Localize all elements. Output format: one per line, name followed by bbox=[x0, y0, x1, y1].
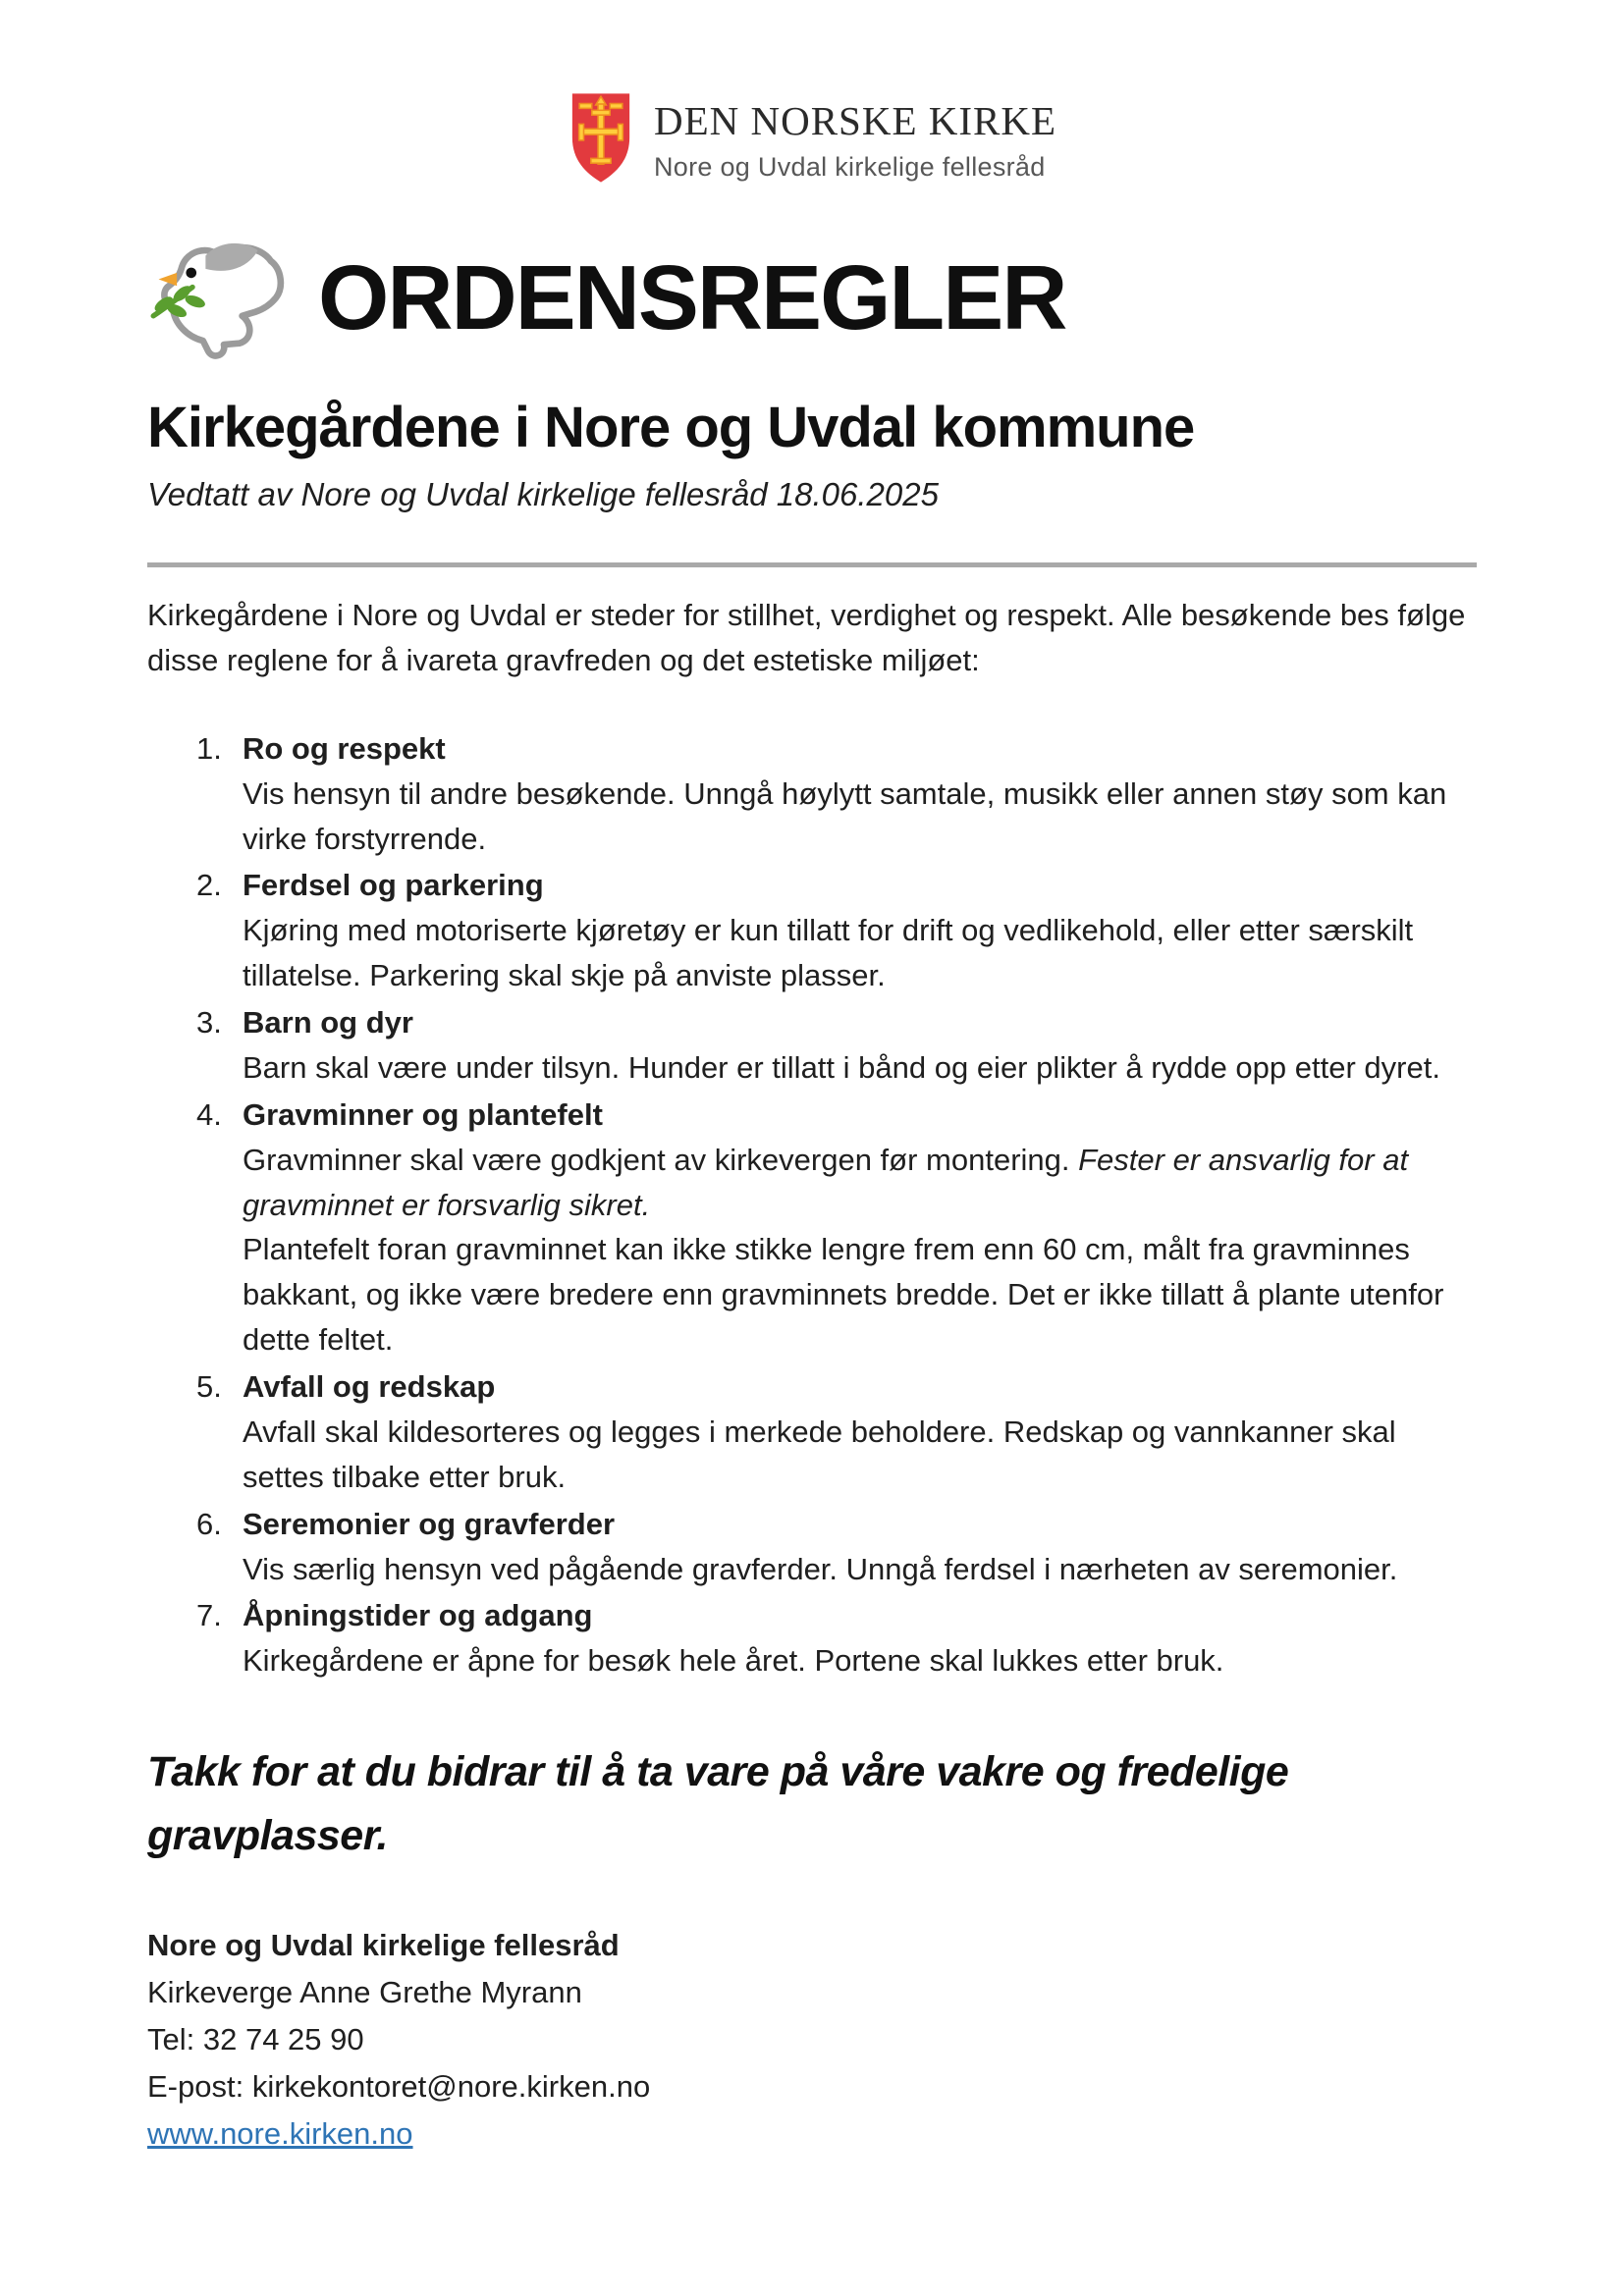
footer-contact: Kirkeverge Anne Grethe Myrann bbox=[147, 1975, 582, 2010]
rule-item bbox=[147, 1000, 1477, 1091]
rule-body: Kjøring med motoriserte kjøretøy er kun tillatt for drift og vedlikehold, eller etter særskilt tillatelse. Parkering skal skje på anviste plasser. bbox=[243, 913, 1414, 993]
page-title: ORDENSREGLER bbox=[318, 245, 1066, 348]
rule-body: Vis hensyn til andre besøkende. Unngå høylytt samtale, musikk eller annen støy som kan virke forstyrrende. bbox=[243, 775, 1447, 856]
divider bbox=[147, 562, 1477, 567]
title-row bbox=[147, 230, 1477, 365]
rule-item bbox=[147, 1364, 1477, 1500]
adopted-line: Vedtatt av Nore og Uvdal kirkelige fellesråd 18.06.2025 bbox=[147, 476, 939, 512]
rule-body: Avfall skal kildesorteres og legges i merkede beholdere. Redskap og vannkanner skal settes tilbake etter bruk. bbox=[243, 1414, 1396, 1494]
logo-org-name: DEN NORSKE KIRKE bbox=[653, 97, 1057, 143]
rule-item bbox=[147, 1502, 1477, 1592]
rule-number: 4. bbox=[196, 1096, 222, 1132]
intro-paragraph: Kirkegårdene i Nore og Uvdal er steder for stillhet, verdighet og respekt. Alle besøkende bes følge disse reglene for å ivareta gravfreden og det estetiske miljøet: bbox=[147, 598, 1466, 677]
rule-title: Ro og respekt bbox=[243, 730, 446, 766]
rule-number: 5. bbox=[196, 1369, 222, 1404]
rule-number: 3. bbox=[196, 1005, 222, 1040]
rule-body-2: Plantefelt foran gravminnet kan ikke stikke lengre frem enn 60 cm, målt fra gravminnes bakkant, og ikke være bredere enn gravminnets bredde. Det er ikke tillatt å plante utenfor dette feltet. bbox=[243, 1232, 1444, 1358]
rule-body: Vis særlig hensyn ved pågående gravferder. Unngå ferdsel i nærheten av seremonier. bbox=[243, 1551, 1398, 1586]
footer-email: E-post: kirkekontoret@nore.kirken.no bbox=[147, 2069, 651, 2105]
rule-title: Åpningstider og adgang bbox=[243, 1598, 593, 1633]
footer-website-link[interactable]: www.nore.kirken.no bbox=[147, 2116, 413, 2152]
rule-item bbox=[147, 1593, 1477, 1683]
rule-body-italic: Fester er ansvarlig for at gravminnet er forsvarlig sikret. bbox=[243, 1142, 1409, 1222]
den-norske-kirke-logo bbox=[147, 88, 1477, 190]
rule-body: Gravminner skal være godkjent av kirkevergen før montering. Fester er ansvarlig for at gravminnet er forsvarlig sikret. bbox=[243, 1142, 1409, 1222]
closing-statement: Takk for at du bidrar til å ta vare på våre vakre og fredelige gravplasser. bbox=[147, 1748, 1289, 1859]
footer-org: Nore og Uvdal kirkelige fellesråd bbox=[147, 1928, 620, 1963]
rule-title: Barn og dyr bbox=[243, 1005, 413, 1040]
footer-tel: Tel: 32 74 25 90 bbox=[147, 2022, 364, 2057]
document-heading: Kirkegårdene i Nore og Uvdal kommune bbox=[147, 396, 1195, 459]
logo-unit-name: Nore og Uvdal kirkelige fellesråd bbox=[653, 151, 1046, 182]
rule-title: Avfall og redskap bbox=[243, 1369, 496, 1404]
rule-number: 2. bbox=[196, 868, 222, 903]
church-shield-icon bbox=[568, 88, 634, 191]
rule-item bbox=[147, 863, 1477, 998]
rule-body: Barn skal være under tilsyn. Hunder er tillatt i bånd og eier plikter å rydde opp etter dyret. bbox=[243, 1049, 1440, 1085]
rule-item bbox=[147, 1093, 1477, 1362]
rule-number: 6. bbox=[196, 1506, 222, 1541]
rule-title: Ferdsel og parkering bbox=[243, 868, 544, 903]
rule-body: Kirkegårdene er åpne for besøk hele året. Portene skal lukkes etter bruk. bbox=[243, 1643, 1224, 1679]
rule-number: 1. bbox=[196, 730, 222, 766]
footer bbox=[147, 1922, 1477, 2158]
rule-number: 7. bbox=[196, 1598, 222, 1633]
rules-list bbox=[147, 726, 1477, 1683]
rule-item bbox=[147, 726, 1477, 862]
rule-title: Gravminner og plantefelt bbox=[243, 1096, 603, 1132]
rule-title: Seremonier og gravferder bbox=[243, 1506, 616, 1541]
dove-olive-branch-icon bbox=[147, 230, 293, 365]
